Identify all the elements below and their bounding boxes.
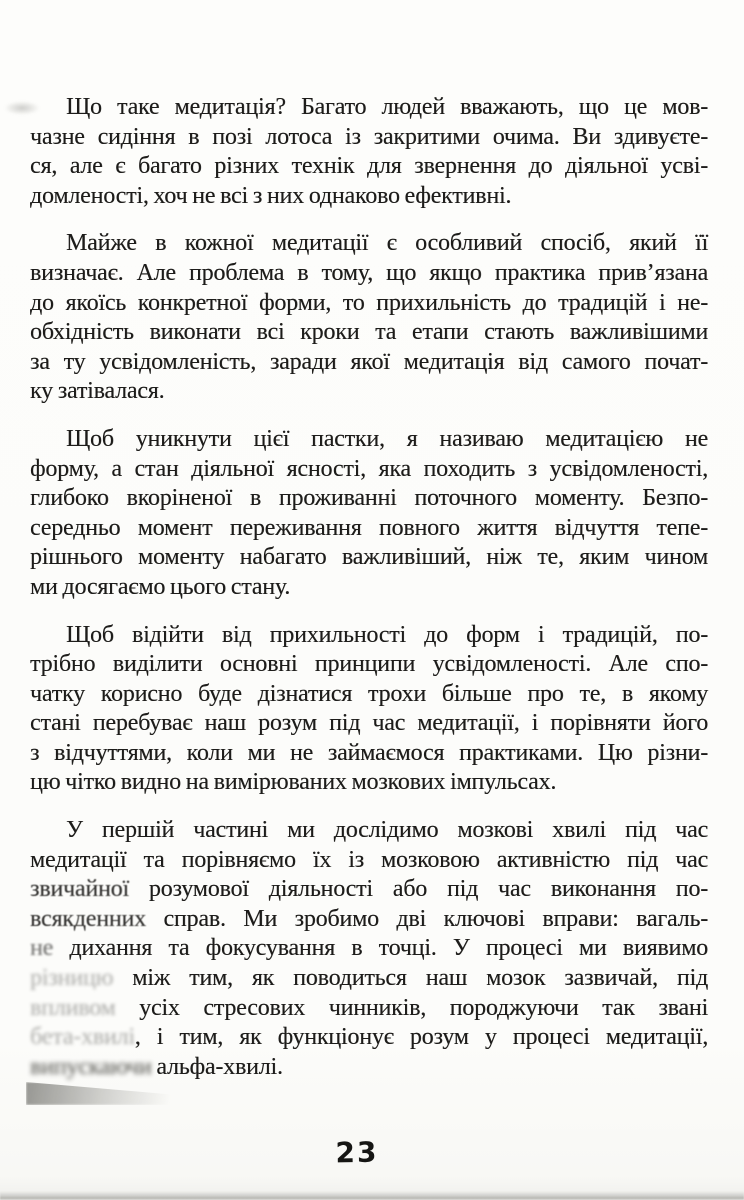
text-segment: чазне сидіння в позі лотоса із закритими очима. Ви здивуєте-: [30, 123, 708, 150]
text-segment: усіх стресових чинників, породжуючи так звані: [115, 994, 708, 1021]
scan-smudge-bottom-left: [26, 1082, 182, 1105]
text-segment: обхідність виконати всі кроки та етапи стають важливішими: [30, 319, 708, 346]
text-line: [30, 680, 708, 710]
text-line: [30, 182, 708, 212]
text-segment: Майже в кожної медитації є особливий спосіб, який її: [66, 230, 708, 257]
text-segment: між тим, як поводиться наш мозок зазвичай, під: [113, 965, 708, 992]
faded-word: випускаючи: [30, 1053, 152, 1080]
text-line: [30, 768, 708, 798]
text-line: [30, 152, 708, 182]
faded-word: бета-хвилі: [30, 1024, 135, 1051]
text-segment: ку затівалася.: [30, 378, 165, 405]
text-line: [30, 709, 708, 739]
text-segment: У першій частині ми дослідимо мозкові хвилі під час: [66, 817, 708, 844]
text-segment: форму, а стан діяльної ясності, яка походить з усвідомленості,: [30, 455, 708, 482]
text-segment: медитації та порівняємо їх із мозковою активністю під час: [30, 846, 708, 873]
text-segment: визначає. Але проблема в тому, що якщо практика прив’язана: [30, 259, 708, 286]
text-line: [30, 514, 708, 544]
text-segment: трібно виділити основні принципи усвідомленості. Але спо-: [30, 651, 708, 678]
faded-word: всякденних: [30, 905, 146, 932]
text-segment: , і тим, як функціонує розум у процесі медитації,: [134, 1024, 708, 1051]
text-line: [30, 964, 708, 994]
text-line: [30, 289, 708, 319]
text-line: [30, 1023, 708, 1053]
text-segment: з відчуттями, коли ми не займаємося практиками. Цю різни-: [30, 739, 708, 766]
text-segment: цю чітко видно на вимірюваних мозкових імпульсах.: [30, 769, 557, 796]
text-segment: середньо момент переживання повного життя відчуття тепе-: [30, 514, 708, 541]
text-line: [30, 123, 708, 153]
text-line: [30, 543, 708, 573]
text-line: [30, 621, 708, 651]
page-bottom-edge-shadow: [0, 1191, 744, 1200]
text-line: [30, 425, 708, 455]
text-line: [30, 846, 708, 876]
text-line: [30, 905, 708, 935]
text-line: [30, 934, 708, 964]
text-segment: дихання та фокусування в точці. У процесі ми виявимо: [53, 935, 708, 962]
text-segment: Що таке медитація? Багато людей вважають, що це мов-: [66, 94, 708, 120]
text-line: [30, 650, 708, 680]
text-segment: за ту усвідомленість, заради якої медитація від самого почат-: [30, 348, 708, 375]
text-line: [30, 455, 708, 485]
text-line: [30, 377, 708, 407]
page-number: 23: [335, 1135, 379, 1170]
text-segment: Щоб уникнути цієї пастки, я називаю медитацією не: [66, 425, 708, 452]
faded-word: впливом: [30, 994, 116, 1021]
text-line: [30, 318, 708, 348]
text-segment: розумової діяльності або під час виконання по-: [128, 876, 708, 903]
text-segment: глибоко вкоріненої в проживанні поточного моменту. Безпо-: [30, 485, 708, 512]
text-segment: до якоїсь конкретної форми, то прихильність до традицій і не-: [30, 289, 708, 316]
text-segment: альфа-хвилі.: [151, 1053, 283, 1080]
text-segment: Щоб відійти від прихильності до форм і традицій, по-: [66, 621, 708, 648]
faded-word: звичайної: [30, 876, 129, 903]
faded-word: не: [30, 935, 54, 962]
text-line: [30, 484, 708, 514]
page-text: [30, 93, 708, 1082]
paragraph: [30, 229, 708, 407]
text-segment: стані перебуває наш розум під час медитації, і порівняти його: [30, 710, 708, 737]
text-line: [30, 994, 708, 1024]
text-line: [30, 348, 708, 378]
text-line: [30, 229, 708, 259]
text-segment: ся, але є багато різних технік для звернення до діяльної усві-: [30, 153, 708, 180]
text-line: [30, 875, 708, 905]
paragraph: [30, 621, 708, 799]
faded-word: різницю: [30, 965, 114, 992]
paragraph: [30, 816, 708, 1082]
paragraph: [30, 425, 708, 603]
text-line: [30, 259, 708, 289]
text-segment: домленості, хоч не всі з них однаково ефективні.: [30, 182, 512, 209]
paragraph: [30, 93, 708, 211]
text-line: [30, 816, 708, 846]
text-segment: справ. Ми зробимо дві ключові вправи: вагаль-: [145, 905, 708, 932]
text-line: [30, 1053, 708, 1083]
text-segment: ми досягаємо цього стану.: [30, 573, 291, 600]
text-line: [30, 93, 708, 123]
text-segment: рішнього моменту набагато важливіший, ніж те, яким чином: [30, 544, 708, 571]
text-line: [30, 739, 708, 769]
text-segment: чатку корисно буде дізнатися трохи більше про те, в якому: [30, 680, 708, 707]
text-line: [30, 573, 708, 603]
